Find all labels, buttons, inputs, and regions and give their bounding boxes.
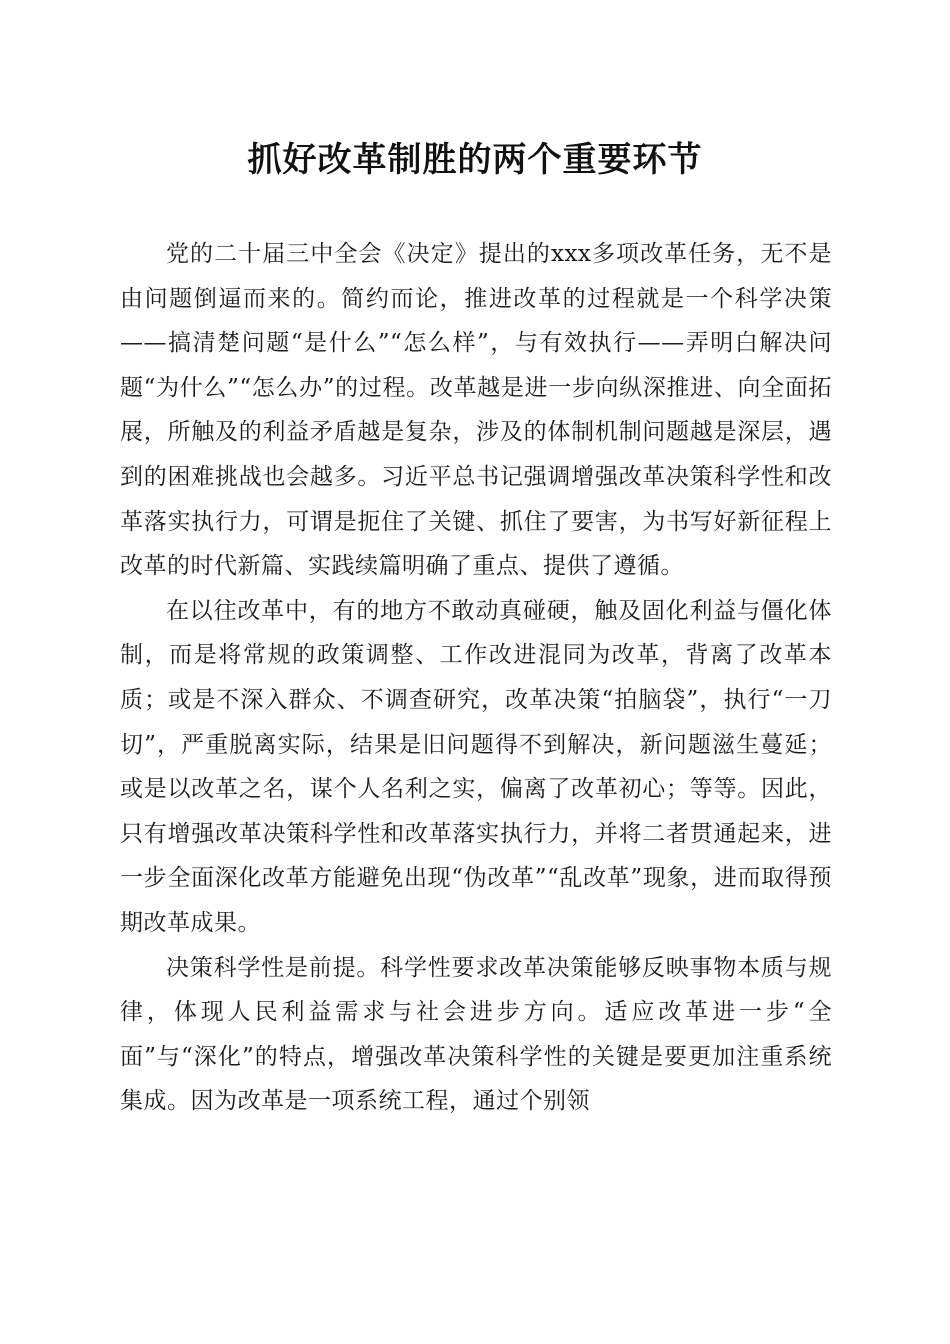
document-body [120, 232, 832, 1124]
paragraph-1: 党的二十届三中全会《决定》提出的xxx多项改革任务，无不是由问题倒逼而来的。简约而论，推进改革的过程就是一个科学决策——搞清楚问题“是什么”“怎么样”，与有效执行——弄明白解决问题“为什么”“怎么办”的过程。改革越是进一步向纵深推进、向全面拓展，所触及的利益矛盾越是复杂，涉及的体制机制问题越是深层，遇到的困难挑战也会越多。习近平总书记强调增强改革决策科学性和改革落实执行力，可谓是扼住了关键、抓住了要害，为书写好新征程上改革的时代新篇、实践续篇明确了重点、提供了遵循。 [120, 241, 832, 580]
paragraph-3: 决策科学性是前提。科学性要求改革决策能够反映事物本质与规律，体现人民利益需求与社会进步方向。适应改革进一步“全面”与“深化”的特点，增强改革决策科学性的关键是要更加注重系统集成。因为改革是一项系统工程，通过个别领 [120, 954, 832, 1115]
paragraph-2: 在以往改革中，有的地方不敢动真碰硬，触及固化利益与僵化体制，而是将常规的政策调整、工作改进混同为改革，背离了改革本质；或是不深入群众、不调查研究，改革决策“拍脑袋”，执行“一刀切”，严重脱离实际，结果是旧问题得不到解决，新问题滋生蔓延；或是以改革之名，谋个人名利之实，偏离了改革初心；等等。因此，只有增强改革决策科学性和改革落实执行力，并将二者贯通起来，进一步全面深化改革方能避免出现“伪改革”“乱改革”现象，进而取得预期改革成果。 [120, 597, 832, 936]
document-title: 抓好改革制胜的两个重要环节 [247, 140, 703, 180]
